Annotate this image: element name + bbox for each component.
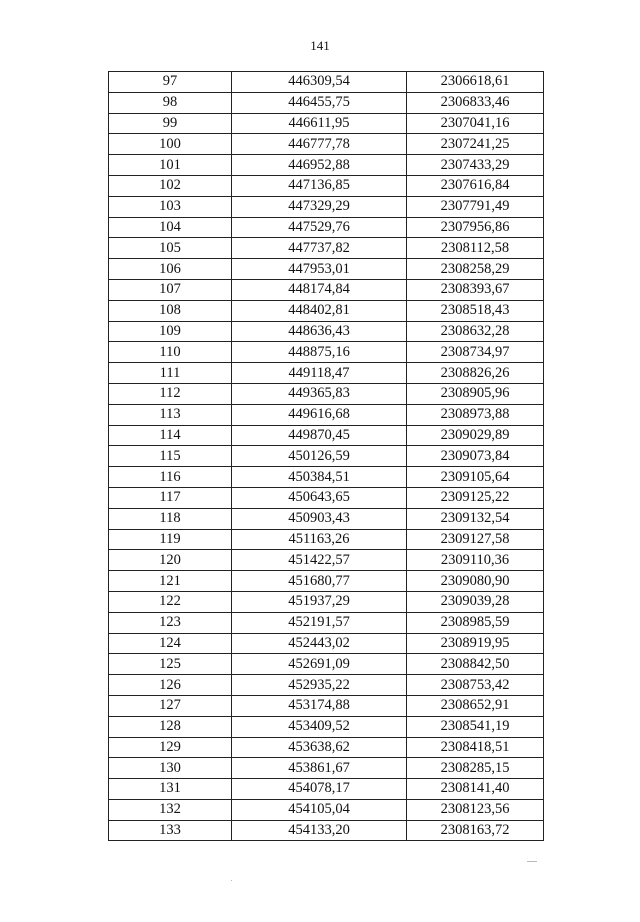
x-coordinate-cell: 454078,17 [232,779,407,800]
point-number-cell: 102 [109,175,232,196]
table-row [109,113,544,134]
point-number-cell: 97 [109,72,232,93]
y-coordinate-cell: 2309127,58 [407,529,544,550]
point-number-cell: 130 [109,758,232,779]
point-number-cell: 112 [109,383,232,404]
table-row [109,487,544,508]
y-coordinate-cell: 2308393,67 [407,279,544,300]
table-row [109,196,544,217]
y-coordinate-cell: 2306618,61 [407,72,544,93]
table-row [109,175,544,196]
x-coordinate-cell: 448174,84 [232,279,407,300]
page-number: 141 [310,38,330,53]
table-row [109,737,544,758]
table-row [109,446,544,467]
table-row [109,716,544,737]
x-coordinate-cell: 446611,95 [232,113,407,134]
x-coordinate-cell: 452443,02 [232,633,407,654]
point-number-cell: 101 [109,155,232,176]
x-coordinate-cell: 446455,75 [232,92,407,113]
point-number-cell: 123 [109,612,232,633]
y-coordinate-cell: 2308418,51 [407,737,544,758]
y-coordinate-cell: 2309125,22 [407,487,544,508]
table-row [109,238,544,259]
table-row [109,467,544,488]
table-row [109,383,544,404]
y-coordinate-cell: 2309105,64 [407,467,544,488]
x-coordinate-cell: 452935,22 [232,675,407,696]
y-coordinate-cell: 2307616,84 [407,175,544,196]
point-number-cell: 99 [109,113,232,134]
point-number-cell: 129 [109,737,232,758]
x-coordinate-cell: 453861,67 [232,758,407,779]
point-number-cell: 119 [109,529,232,550]
point-number-cell: 126 [109,675,232,696]
point-number-cell: 125 [109,654,232,675]
x-coordinate-cell: 450384,51 [232,467,407,488]
y-coordinate-cell: 2307041,16 [407,113,544,134]
point-number-cell: 107 [109,279,232,300]
x-coordinate-cell: 453174,88 [232,695,407,716]
y-coordinate-cell: 2308652,91 [407,695,544,716]
table-row [109,675,544,696]
y-coordinate-cell: 2308518,43 [407,300,544,321]
point-number-cell: 127 [109,695,232,716]
x-coordinate-cell: 449616,68 [232,404,407,425]
y-coordinate-cell: 2309073,84 [407,446,544,467]
y-coordinate-cell: 2309029,89 [407,425,544,446]
table-row [109,799,544,820]
y-coordinate-cell: 2308258,29 [407,259,544,280]
coordinates-table [108,71,544,841]
table-row [109,300,544,321]
point-number-cell: 118 [109,508,232,529]
table-row [109,820,544,841]
table-row [109,571,544,592]
table-row [109,779,544,800]
point-number-cell: 109 [109,321,232,342]
point-number-cell: 106 [109,259,232,280]
y-coordinate-cell: 2309080,90 [407,571,544,592]
table-row [109,612,544,633]
point-number-cell: 100 [109,134,232,155]
point-number-cell: 111 [109,363,232,384]
table-row [109,217,544,238]
x-coordinate-cell: 454133,20 [232,820,407,841]
y-coordinate-cell: 2307433,29 [407,155,544,176]
scan-mark [231,880,232,881]
point-number-cell: 110 [109,342,232,363]
y-coordinate-cell: 2307241,25 [407,134,544,155]
x-coordinate-cell: 454105,04 [232,799,407,820]
point-number-cell: 98 [109,92,232,113]
table-row [109,134,544,155]
table-row [109,758,544,779]
x-coordinate-cell: 450643,65 [232,487,407,508]
x-coordinate-cell: 450903,43 [232,508,407,529]
x-coordinate-cell: 449118,47 [232,363,407,384]
x-coordinate-cell: 451163,26 [232,529,407,550]
x-coordinate-cell: 447329,29 [232,196,407,217]
table-row [109,342,544,363]
table-row [109,259,544,280]
x-coordinate-cell: 451680,77 [232,571,407,592]
y-coordinate-cell: 2309039,28 [407,591,544,612]
point-number-cell: 122 [109,591,232,612]
x-coordinate-cell: 450126,59 [232,446,407,467]
y-coordinate-cell: 2309110,36 [407,550,544,571]
y-coordinate-cell: 2308141,40 [407,779,544,800]
x-coordinate-cell: 448875,16 [232,342,407,363]
point-number-cell: 128 [109,716,232,737]
y-coordinate-cell: 2306833,46 [407,92,544,113]
table-row [109,321,544,342]
table-row [109,695,544,716]
x-coordinate-cell: 446777,78 [232,134,407,155]
x-coordinate-cell: 452191,57 [232,612,407,633]
coordinates-table-body [109,72,544,841]
x-coordinate-cell: 453638,62 [232,737,407,758]
y-coordinate-cell: 2308919,95 [407,633,544,654]
point-number-cell: 113 [109,404,232,425]
point-number-cell: 124 [109,633,232,654]
x-coordinate-cell: 448636,43 [232,321,407,342]
y-coordinate-cell: 2308973,88 [407,404,544,425]
table-row [109,279,544,300]
point-number-cell: 115 [109,446,232,467]
y-coordinate-cell: 2308112,58 [407,238,544,259]
x-coordinate-cell: 448402,81 [232,300,407,321]
y-coordinate-cell: 2308826,26 [407,363,544,384]
x-coordinate-cell: 451422,57 [232,550,407,571]
x-coordinate-cell: 447737,82 [232,238,407,259]
x-coordinate-cell: 447529,76 [232,217,407,238]
point-number-cell: 120 [109,550,232,571]
table-row [109,404,544,425]
y-coordinate-cell: 2307956,86 [407,217,544,238]
table-row [109,92,544,113]
table-row [109,508,544,529]
point-number-cell: 121 [109,571,232,592]
y-coordinate-cell: 2308842,50 [407,654,544,675]
point-number-cell: 131 [109,779,232,800]
table-row [109,155,544,176]
table-row [109,72,544,93]
y-coordinate-cell: 2308163,72 [407,820,544,841]
y-coordinate-cell: 2308541,19 [407,716,544,737]
table-row [109,654,544,675]
y-coordinate-cell: 2308753,42 [407,675,544,696]
table-row [109,363,544,384]
table-row [109,591,544,612]
y-coordinate-cell: 2308123,56 [407,799,544,820]
x-coordinate-cell: 447136,85 [232,175,407,196]
x-coordinate-cell: 453409,52 [232,716,407,737]
table-row [109,425,544,446]
x-coordinate-cell: 446952,88 [232,155,407,176]
table-row [109,529,544,550]
x-coordinate-cell: 449365,83 [232,383,407,404]
point-number-cell: 108 [109,300,232,321]
point-number-cell: 104 [109,217,232,238]
point-number-cell: 117 [109,487,232,508]
y-coordinate-cell: 2308632,28 [407,321,544,342]
point-number-cell: 132 [109,799,232,820]
y-coordinate-cell: 2308285,15 [407,758,544,779]
x-coordinate-cell: 447953,01 [232,259,407,280]
x-coordinate-cell: 446309,54 [232,72,407,93]
x-coordinate-cell: 451937,29 [232,591,407,612]
point-number-cell: 105 [109,238,232,259]
y-coordinate-cell: 2308985,59 [407,612,544,633]
point-number-cell: 116 [109,467,232,488]
table-row [109,550,544,571]
x-coordinate-cell: 449870,45 [232,425,407,446]
table-row [109,633,544,654]
y-coordinate-cell: 2309132,54 [407,508,544,529]
y-coordinate-cell: 2308734,97 [407,342,544,363]
y-coordinate-cell: 2308905,96 [407,383,544,404]
point-number-cell: 133 [109,820,232,841]
point-number-cell: 103 [109,196,232,217]
point-number-cell: 114 [109,425,232,446]
y-coordinate-cell: 2307791,49 [407,196,544,217]
scan-mark [527,861,537,862]
x-coordinate-cell: 452691,09 [232,654,407,675]
